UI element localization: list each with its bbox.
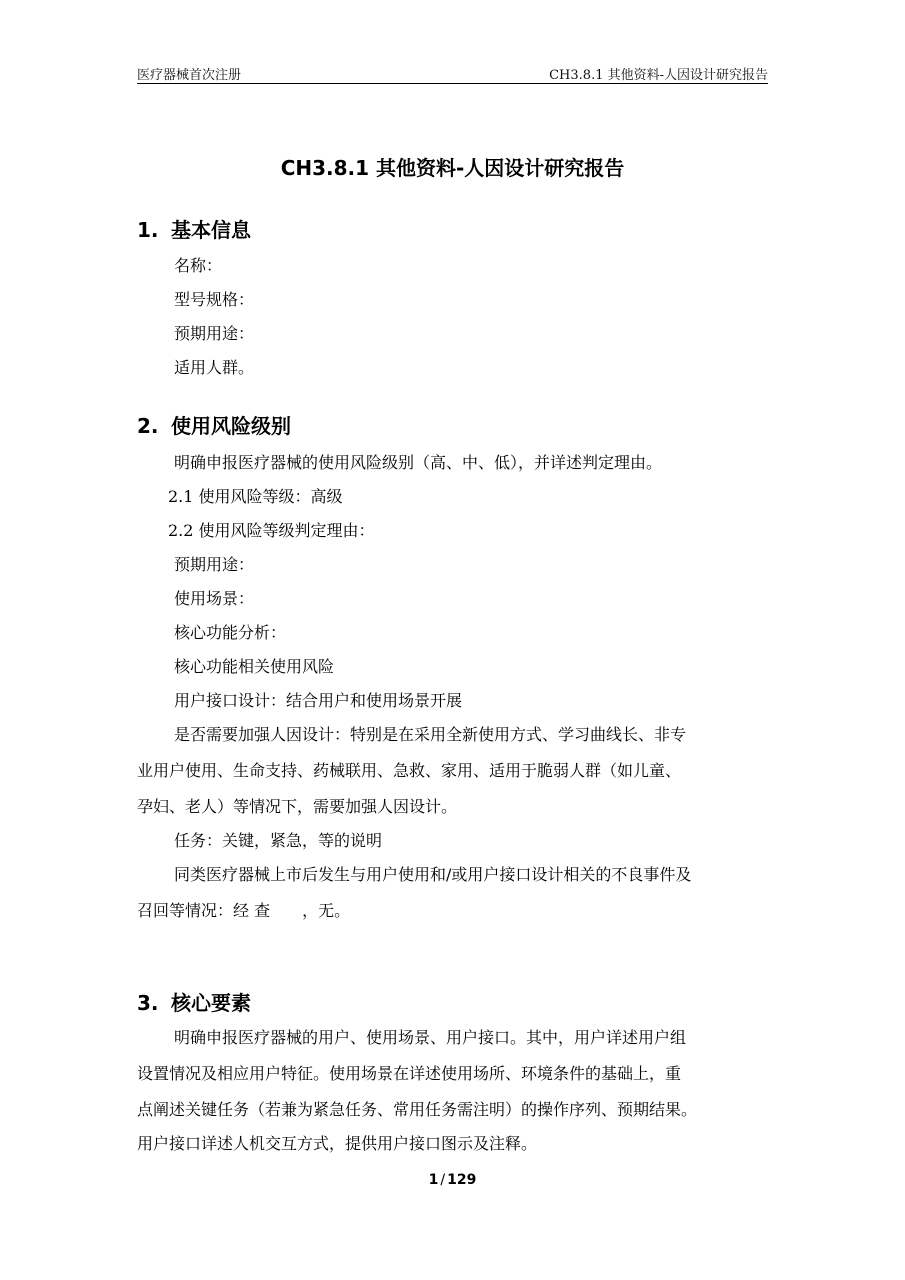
paragraph-line: 召回等情况：经 查 ，无。 bbox=[137, 901, 351, 920]
paragraph-line: 同类医疗器械上市后发生与用户使用和/或用户接口设计相关的不良事件及 bbox=[174, 865, 692, 884]
section-title: 基本信息 bbox=[171, 218, 251, 242]
paragraph-line: 明确申报医疗器械的用户、使用场景、用户接口。其中，用户详述用户组 bbox=[174, 1028, 687, 1047]
total-pages: 129 bbox=[447, 1172, 477, 1188]
paragraph-line: 是否需要加强人因设计：特别是在采用全新使用方式、学习曲线长、非专 bbox=[174, 725, 687, 744]
section-3-heading bbox=[137, 987, 251, 1016]
paragraph-line: 适用人群。 bbox=[174, 358, 255, 377]
section-number: 1. bbox=[137, 218, 159, 242]
current-page: 1 bbox=[428, 1172, 439, 1188]
paragraph-line: 预期用途： bbox=[174, 555, 255, 574]
paragraph-line: 名称： bbox=[174, 256, 223, 275]
header-left-text: 医疗器械首次注册 bbox=[137, 68, 242, 83]
page-number bbox=[0, 1172, 905, 1188]
section-number: 2. bbox=[137, 414, 159, 438]
page-separator: / bbox=[440, 1172, 446, 1188]
section-2-heading bbox=[137, 410, 291, 439]
paragraph-line: 明确申报医疗器械的使用风险级别（高、中、低），并详述判定理由。 bbox=[174, 453, 663, 472]
section-1-heading bbox=[137, 214, 251, 243]
paragraph-line: 核心功能相关使用风险 bbox=[174, 657, 335, 676]
document-title: CH3.8.1 其他资料-人因设计研究报告 bbox=[280, 156, 625, 180]
section-title: 使用风险级别 bbox=[171, 414, 291, 438]
header-right-text: CH3.8.1 其他资料-人因设计研究报告 bbox=[549, 68, 768, 83]
paragraph-line: 2.1 使用风险等级：高级 bbox=[168, 487, 343, 506]
paragraph-line: 用户接口设计：结合用户和使用场景开展 bbox=[174, 691, 463, 710]
paragraph-line: 设置情况及相应用户特征。使用场景在详述使用场所、环境条件的基础上，重 bbox=[137, 1064, 682, 1083]
paragraph-line: 业用户使用、生命支持、药械联用、急救、家用、适用于脆弱人群（如儿童、 bbox=[137, 761, 682, 780]
section-title: 核心要素 bbox=[171, 991, 251, 1015]
paragraph-line: 预期用途： bbox=[174, 324, 255, 343]
paragraph-line: 用户接口详述人机交互方式，提供用户接口图示及注释。 bbox=[137, 1134, 538, 1153]
paragraph-line: 使用场景： bbox=[174, 589, 255, 608]
paragraph-line: 孕妇、老人）等情况下，需要加强人因设计。 bbox=[137, 797, 458, 816]
paragraph-line: 2.2 使用风险等级判定理由： bbox=[168, 521, 375, 540]
paragraph-line: 任务：关键，紧急，等的说明 bbox=[174, 831, 383, 850]
paragraph-line: 核心功能分析： bbox=[174, 623, 287, 642]
paragraph-line: 点阐述关键任务（若兼为紧急任务、常用任务需注明）的操作序列、预期结果。 bbox=[137, 1100, 698, 1119]
paragraph-line: 型号规格： bbox=[174, 290, 255, 309]
section-number: 3. bbox=[137, 991, 159, 1015]
header-divider bbox=[137, 83, 768, 84]
